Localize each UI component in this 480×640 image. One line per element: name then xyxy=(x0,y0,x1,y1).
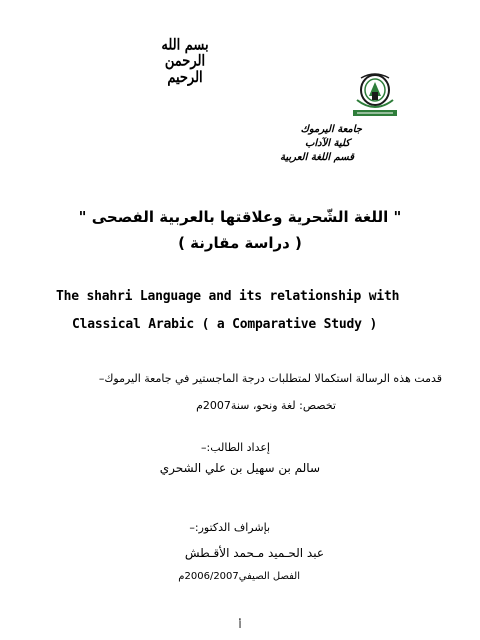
supervisor-label: بإشراف الدكتور:– xyxy=(189,521,270,534)
academic-term: الفصل الصيفي2006/2007م xyxy=(178,571,300,582)
student-label: إعداد الطالب:– xyxy=(201,441,270,454)
submission-statement: قدمت هذه الرسالة استكمالا لمتطلبات درجة الماجستير في جامعة اليرموك– xyxy=(98,372,442,385)
arabic-title-line1: " اللغة الشّحرية وعلاقتها بالعربية الفصحى " xyxy=(78,208,402,226)
arabic-title-line2: ( دراسة مقارنة ) xyxy=(178,234,302,252)
english-title-line1: The shahri Language and its relationship with xyxy=(56,289,400,304)
faculty-name: كلية الآداب xyxy=(304,138,350,149)
university-logo xyxy=(343,70,407,120)
page-number: أ xyxy=(238,620,242,631)
student-name: سالم بن سهيل بن علي الشحري xyxy=(159,461,320,475)
department-name: قسم اللغة العربية xyxy=(280,152,354,163)
english-title-line2: Classical Arabic ( a Comparative Study ) xyxy=(72,317,378,332)
supervisor-name: عبد الحـميد مـحمد الأقـطش xyxy=(184,546,324,560)
specialization-year: تخصص: لغة ونحو، سنة2007م xyxy=(196,399,336,412)
university-name: جامعة اليرموك xyxy=(300,124,362,135)
basmala-calligraphy: بسم الله الرحمن الرحيم xyxy=(161,36,209,87)
